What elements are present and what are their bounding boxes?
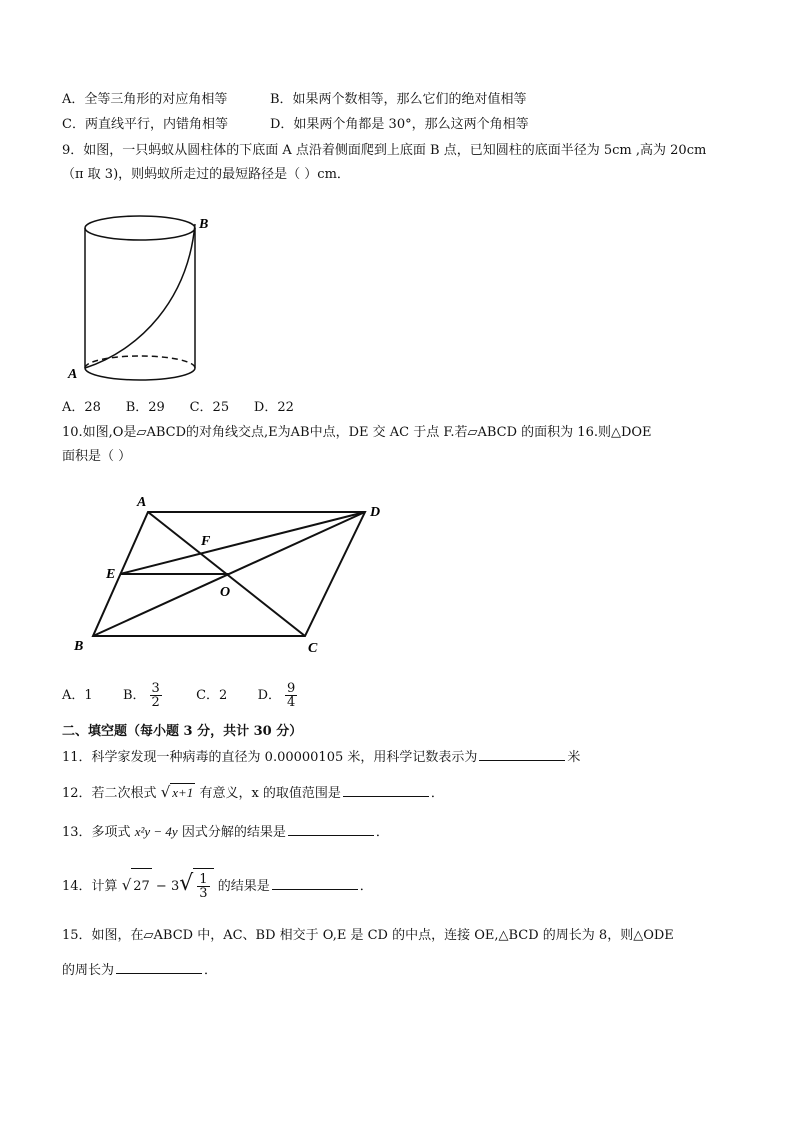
label-f: F	[201, 534, 211, 549]
q14-middle: 的结果是	[217, 879, 270, 894]
fraction-numerator: 3	[151, 681, 160, 696]
answer-blank[interactable]	[343, 784, 429, 797]
q15-line1: 15．如图，在▱ABCD 中，AC、BD 相交于 O,E 是 CD 的中点，连接 OE,△BCD 的周长为 8，则△ODE	[62, 928, 674, 943]
q13-expression: x²y − 4y	[134, 824, 178, 839]
label-e: E	[106, 567, 116, 582]
q8-option-c: C．两直线平行，内错角相等	[62, 117, 228, 132]
answer-blank[interactable]	[288, 823, 374, 836]
q14-radicand-1: 27	[131, 868, 152, 905]
label-a: A	[68, 367, 78, 382]
q10-option-d-fraction	[285, 682, 297, 709]
label-b: B	[74, 639, 84, 654]
q15-line2-prefix: 的周长为	[62, 963, 115, 978]
cylinder-figure	[60, 210, 220, 390]
q10-option-d-label: D．	[257, 688, 282, 703]
label-d: D	[370, 505, 381, 520]
q8-option-b: B．如果两个数相等，那么它们的绝对值相等	[270, 92, 527, 107]
q10-option-c: C．2	[196, 688, 228, 703]
q14	[62, 866, 373, 905]
q13-middle: 因式分解的结果是	[181, 825, 286, 840]
answer-blank[interactable]	[116, 961, 202, 974]
fraction-denominator: 2	[151, 695, 160, 710]
q10-stem-line1: 10.如图,O是▱ABCD的对角线交点,E为AB中点，DE 交 AC 于点 F.若▱ABCD 的面积为 16.则△DOE	[62, 425, 652, 440]
q12	[62, 783, 444, 803]
q14-suffix: ．	[359, 879, 373, 894]
q11	[62, 748, 580, 767]
answer-blank[interactable]	[479, 748, 565, 761]
answer-blank[interactable]	[272, 877, 358, 890]
label-o: O	[220, 585, 231, 600]
q13-prefix: 13．多项式	[62, 825, 131, 840]
sqrt-symbol: √	[121, 876, 132, 894]
sqrt-symbol: √	[179, 871, 194, 896]
q10-option-b-label: B．	[122, 688, 146, 703]
sqrt-symbol: √	[160, 783, 171, 801]
q9-stem-line2: （π 取 3)，则蚂蚁所走过的最短路径是（ ）cm．	[62, 167, 350, 182]
q14-prefix: 14．计算	[62, 879, 118, 894]
q11-text: 11．科学家发现一种病毒的直径为 0.00000105 米，用科学记数表示为	[62, 750, 478, 765]
q11-suffix: 米	[567, 750, 581, 765]
fraction-numerator: 9	[287, 681, 296, 696]
section-title: 二、填空题（每小题 3 分，共计 30 分）	[62, 724, 303, 739]
ant-path-curve	[85, 224, 195, 368]
q13	[62, 823, 389, 842]
q9-options: A．28 B．29 C．25 D．22	[62, 400, 294, 415]
q10-options	[62, 682, 301, 709]
q8-option-d: D．如果两个角都是 30°，那么这两个角相等	[270, 117, 529, 132]
q9-stem-line1: 9．如图，一只蚂蚁从圆柱体的下底面 A 点沿着侧面爬到上底面 B 点，已知圆柱的底面半径为 5cm ,高为 20cm	[62, 143, 707, 158]
q15-line2	[62, 961, 217, 980]
q14-fraction	[197, 873, 209, 900]
q8-option-a: A．全等三角形的对应角相等	[62, 92, 228, 107]
q12-suffix: ．	[430, 786, 444, 801]
label-a: A	[137, 495, 147, 510]
cylinder-top-ellipse	[85, 216, 195, 240]
q13-suffix: ．	[375, 825, 389, 840]
q12-radicand: x+1	[172, 785, 194, 800]
label-c: C	[308, 641, 318, 656]
q15-line2-suffix: ．	[204, 963, 218, 978]
q14-radicand-2	[193, 868, 213, 905]
fraction-numerator: 1	[199, 872, 208, 887]
fraction-denominator: 3	[199, 886, 208, 901]
label-b: B	[199, 217, 209, 232]
parallelogram-figure	[60, 490, 400, 660]
fraction-denominator: 4	[287, 695, 296, 710]
q10-option-b-fraction	[150, 682, 162, 709]
segment-de	[120, 512, 365, 574]
q14-minus: − 3	[151, 879, 180, 894]
q10-stem-line2: 面积是（ ）	[62, 449, 132, 464]
q10-option-a: A．1	[62, 688, 93, 703]
cylinder-bottom-front	[85, 368, 195, 380]
q12-middle: 有意义，x 的取值范围是	[199, 786, 341, 801]
q12-prefix: 12．若二次根式	[62, 786, 157, 801]
